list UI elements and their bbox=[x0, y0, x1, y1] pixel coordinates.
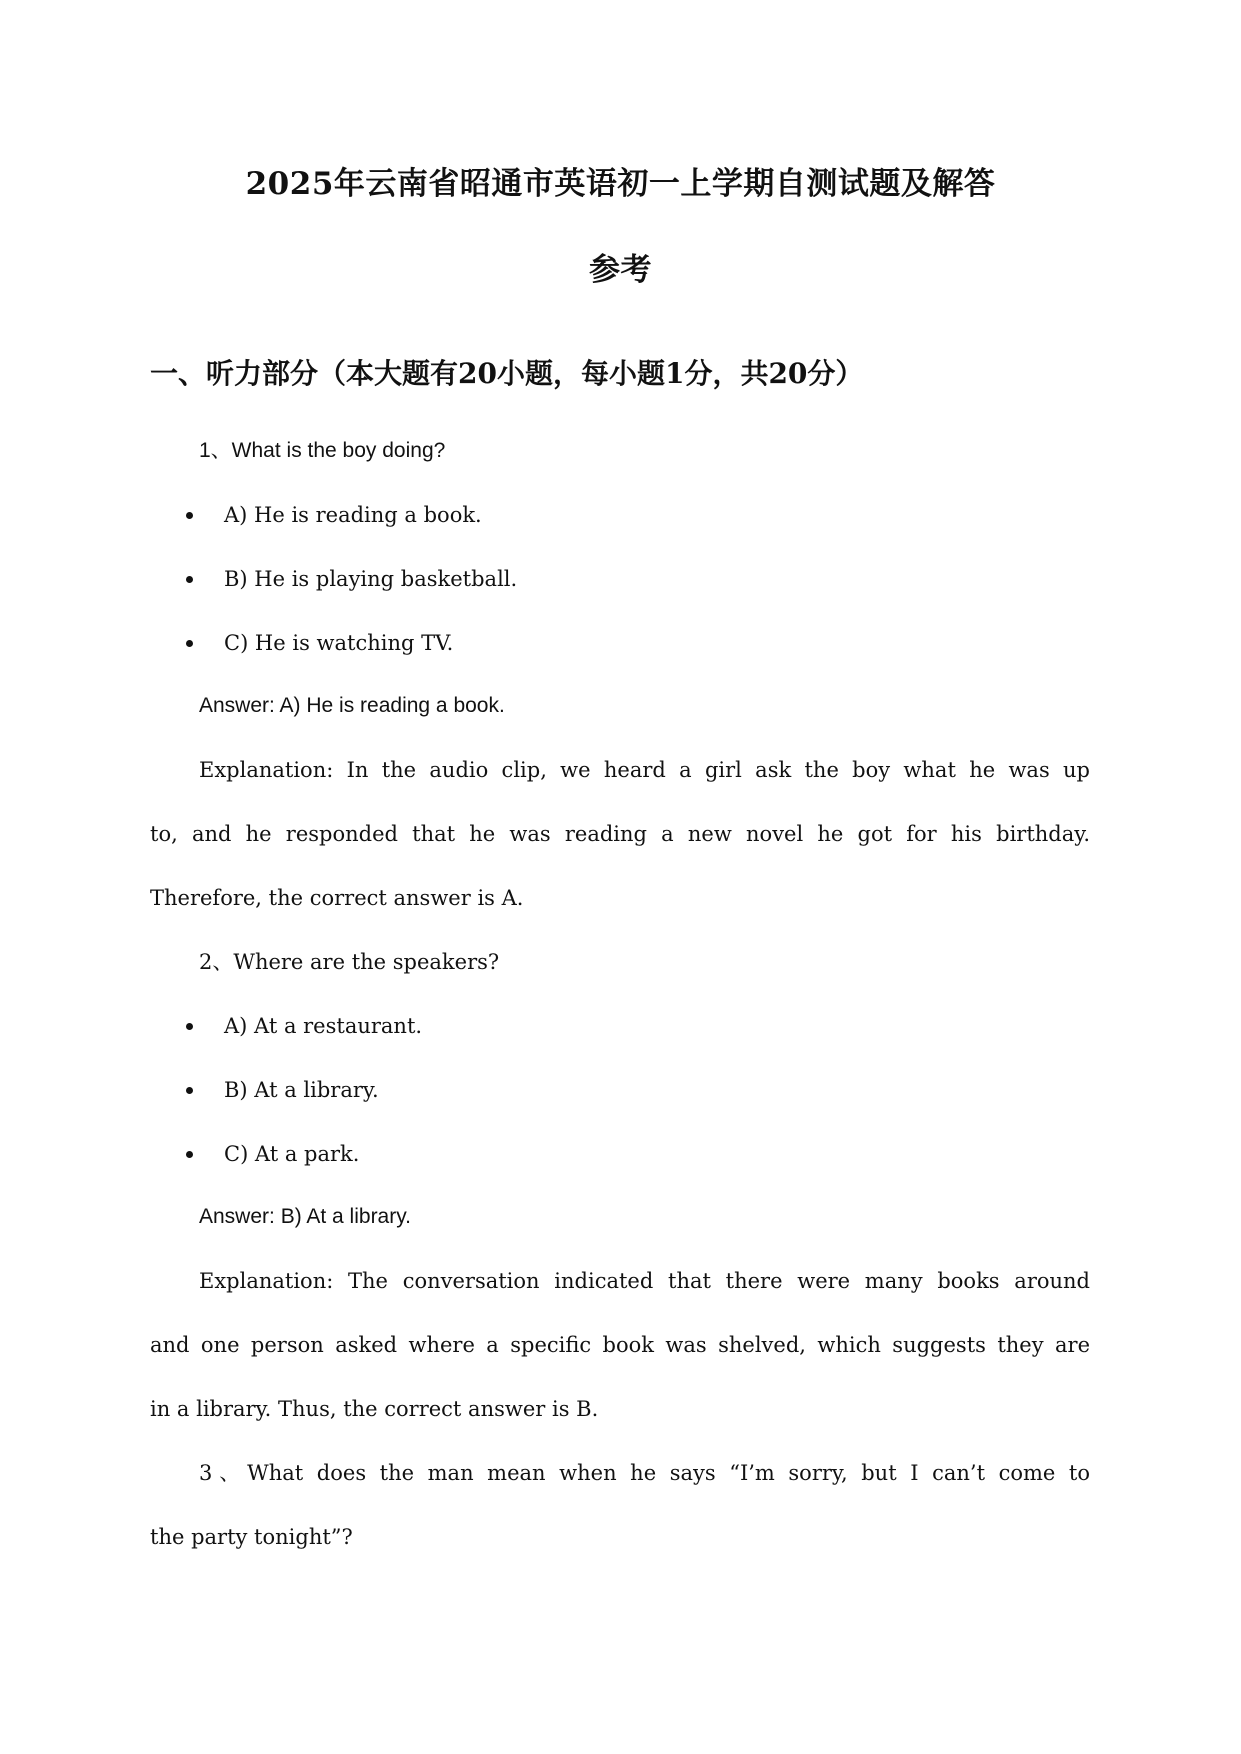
section-heading-listening: 一、听力部分（本大题有20小题，每小题1分，共20分） bbox=[150, 357, 864, 390]
question-3-prompt-line-1: 3、What does the man mean when he says “I’m sorry, but I can’t come to bbox=[199, 1461, 1090, 1485]
bullet-icon bbox=[186, 1151, 193, 1158]
bullet-icon bbox=[186, 1087, 193, 1094]
option-text: A) He is reading a book. bbox=[224, 503, 482, 527]
document-title-continuation: 参考 bbox=[589, 252, 652, 288]
question-2-answer: Answer: B) At a library. bbox=[199, 1205, 412, 1228]
question-2-explanation-line-1: Explanation: The conversation indicated that there were many books around bbox=[199, 1269, 1090, 1293]
question-2-explanation-line-3: in a library. Thus, the correct answer is B. bbox=[150, 1397, 599, 1421]
bullet-icon bbox=[186, 1023, 193, 1030]
bullet-icon bbox=[186, 640, 193, 647]
question-1-explanation-line-2: to, and he responded that he was reading a new novel he got for his birthday. bbox=[150, 822, 1090, 846]
question-2-explanation-line-2: and one person asked where a specific book was shelved, which suggests they are bbox=[150, 1333, 1090, 1357]
option-text: B) He is playing basketball. bbox=[224, 567, 518, 591]
bullet-icon bbox=[186, 576, 193, 583]
bullet-icon bbox=[186, 512, 193, 519]
option-text: A) At a restaurant. bbox=[224, 1014, 423, 1038]
question-1-prompt: 1、What is the boy doing? bbox=[199, 439, 446, 462]
option-text: C) He is watching TV. bbox=[224, 631, 454, 655]
question-1-explanation-line-1: Explanation: In the audio clip, we heard a girl ask the boy what he was up bbox=[199, 758, 1090, 782]
question-3-prompt-line-2: the party tonight”? bbox=[150, 1525, 353, 1549]
question-2-prompt: 2、Where are the speakers? bbox=[199, 950, 500, 974]
option-text: B) At a library. bbox=[224, 1078, 379, 1102]
question-1-explanation-line-3: Therefore, the correct answer is A. bbox=[150, 886, 524, 910]
option-text: C) At a park. bbox=[224, 1142, 360, 1166]
question-1-answer: Answer: A) He is reading a book. bbox=[199, 694, 505, 717]
document-title: 2025年云南省昭通市英语初一上学期自测试题及解答 bbox=[245, 166, 996, 202]
